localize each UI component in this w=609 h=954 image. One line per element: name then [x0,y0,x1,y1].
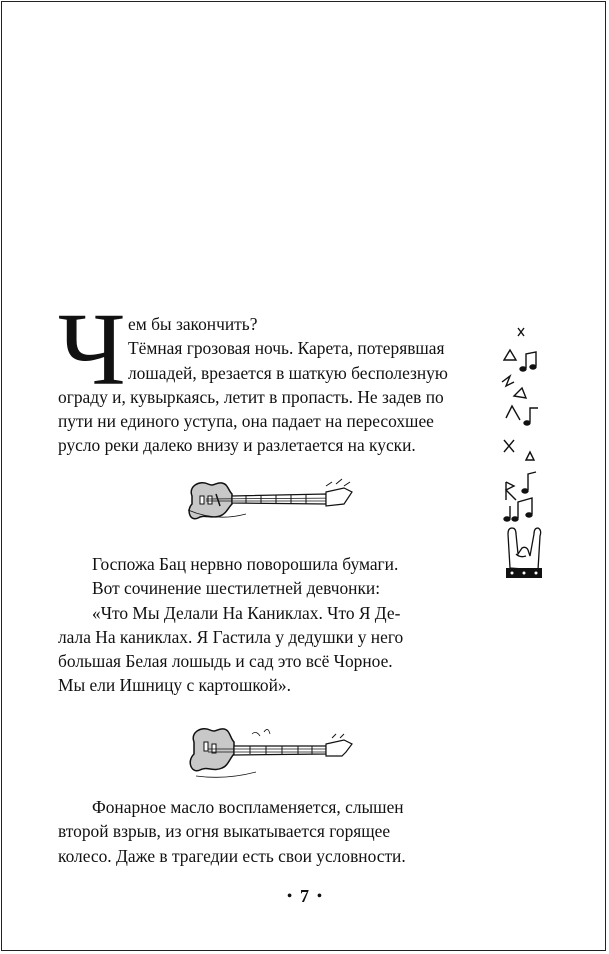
bullet-dot: • [317,889,322,904]
text-line: лошадей, врезается в шаткую бесполезную [128,362,448,383]
text-line: русло реки далеко внизу и разлетается на куски. [58,435,416,456]
text-line: Фонарное масло воспламеняется, слышен [92,797,404,817]
paragraph-opening [58,312,486,458]
text-line: второй взрыв, из огня выкатывается горящее [58,821,391,842]
text-line: колесо. Даже в трагедии есть свои условности. [58,845,406,866]
page-number-footer [0,886,609,907]
bullet-dot: • [287,889,292,904]
text-line: ограду и, кувыркаясь, летит в пропасть. Не задев по [58,386,444,407]
drop-cap-letter: Ч [58,292,126,407]
text-line: Мы ели Ишницу с картошкой». [58,675,291,696]
text-line: Госпожа Бац нервно поворошила бумаги. [92,554,399,574]
paragraph-closing [58,795,486,868]
text-line: лала На каниклах. Я Гастила у дедушки у него [58,626,404,647]
text-line: пути ни единого уступа, она падает на пересохшее [58,411,434,432]
guitar-divider-icon [186,474,356,526]
paragraph-essay [58,552,486,698]
text-line: большая Белая лошыдь и сад это всё Чорное. [58,651,393,672]
guitar-divider-icon [186,722,356,782]
text-line: Вот сочинение шестилетней девчонки: [92,578,381,599]
text-line: ем бы закончить? [128,314,258,334]
music-notes-rock-hand-icon [496,322,556,592]
text-line: «Что Мы Делали На Каниклах. Что Я Де- [92,602,401,623]
text-line: Тёмная грозовая ночь. Карета, потерявшая [128,338,445,359]
page-number: 7 [300,886,309,906]
